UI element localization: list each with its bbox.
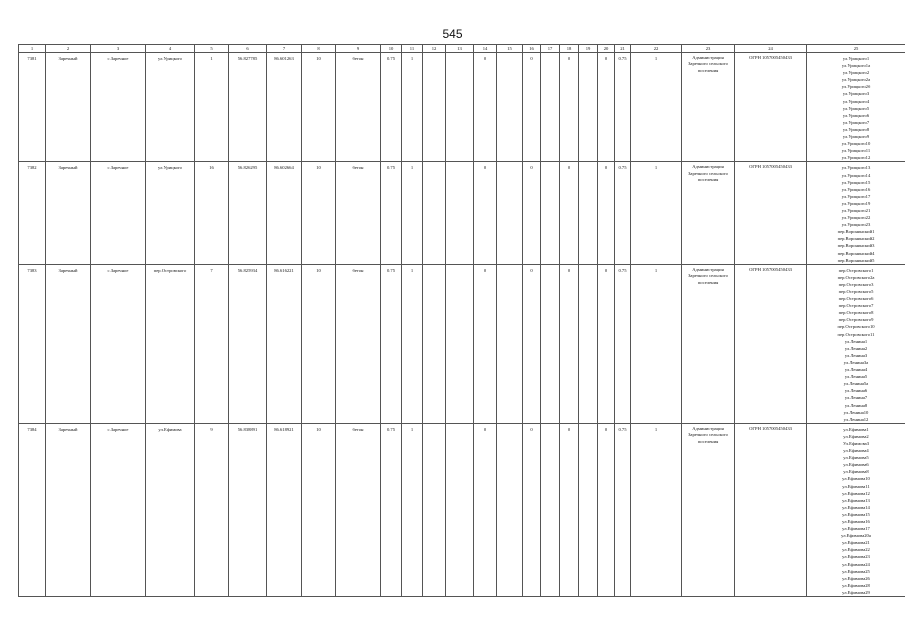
address-item: ул.Ефимова2 — [843, 433, 869, 439]
address-item: ул.Ефимова13 — [842, 497, 870, 503]
address-item: пер.Островского5 — [838, 289, 874, 294]
table-cell — [497, 53, 523, 162]
table-cell: 0.75 — [381, 264, 402, 423]
table-cell: Заречный — [46, 264, 91, 423]
table-cell: бетон — [336, 423, 381, 596]
table-cell: 0 — [598, 264, 615, 423]
table-cell: 0 — [598, 53, 615, 162]
address-item: ул.Ефимова4 — [843, 448, 869, 454]
table-cell — [423, 162, 446, 264]
table-cell: 1 — [402, 53, 423, 162]
column-number: 22 — [631, 45, 682, 53]
table-cell: с.Заречное — [91, 53, 146, 162]
address-item: ул.Урицкого23 — [841, 222, 871, 228]
table-cell: 0 — [560, 53, 579, 162]
address-item: ул.Урицкого1 — [842, 56, 870, 61]
table-cell: ОГРН 1057005450433 — [735, 162, 807, 264]
address-list-cell — [807, 264, 905, 423]
table-cell — [541, 162, 560, 264]
address-item: пер.Воронинский5 — [837, 257, 875, 263]
address-item: ул.Ленина2 — [844, 345, 868, 351]
address-item: ул.Урицкого17 — [841, 193, 871, 199]
address-item: пер.Воронинский4 — [837, 250, 875, 256]
address-item: ул.Урицкого2 — [842, 70, 870, 76]
table-cell: 0 — [474, 162, 497, 264]
address-item: ул.Урицкого13 — [841, 165, 871, 171]
column-number: 17 — [541, 45, 560, 53]
column-number: 12 — [423, 45, 446, 53]
column-number: 11 — [402, 45, 423, 53]
table-cell: Администрация Заречного сельского поселения — [682, 264, 735, 423]
table-cell: бетон — [336, 53, 381, 162]
table-cell — [579, 162, 598, 264]
table-cell: 1 — [631, 264, 682, 423]
table-cell: Администрация Заречного сельского поселения — [682, 423, 735, 596]
address-item: ул.Ленина5а — [843, 381, 869, 387]
address-item: ул.Урицкого16 — [841, 186, 871, 192]
table-cell: бетон — [336, 264, 381, 423]
table-cell: 0.75 — [615, 162, 631, 264]
address-item: пер.Воронинский1 — [837, 229, 875, 235]
address-item: ул.Ефимова23 — [842, 554, 870, 560]
address-item: ул.Ефимова24 — [842, 561, 870, 567]
address-item: пер.Островского6 — [838, 296, 874, 302]
table-cell: 0.75 — [381, 423, 402, 596]
column-number: 15 — [497, 45, 523, 53]
table-cell: ул.Урицкого — [146, 162, 195, 264]
table-cell: Администрация Заречного сельского поселения — [682, 53, 735, 162]
table-cell: 7384 — [19, 423, 46, 596]
address-item: ул.Ефимова22 — [842, 547, 870, 553]
column-number: 23 — [682, 45, 735, 53]
address-item: ул.Ефимова15 — [842, 511, 870, 517]
table-row — [19, 423, 905, 596]
column-number: 1 — [19, 45, 46, 53]
column-number: 21 — [615, 45, 631, 53]
table-cell — [579, 423, 598, 596]
table-cell: 0.75 — [615, 423, 631, 596]
address-item: ул.Урицкого22 — [841, 215, 871, 221]
table-cell: Заречный — [46, 53, 91, 162]
address-item: ул.Ефимова16 — [842, 519, 870, 524]
table-cell: 0.75 — [615, 264, 631, 423]
address-item: ул.Ленина4 — [844, 367, 868, 373]
address-item: ул.Урицкого10 — [841, 141, 871, 147]
address-item: Ул.Ефимова3 — [842, 440, 870, 446]
address-item: ул.Урицкого5 — [842, 105, 870, 111]
table-cell: 10 — [302, 264, 336, 423]
table-cell — [446, 53, 474, 162]
address-item: ул.Урицкого14 — [841, 172, 871, 178]
table-cell: 56.838891 — [229, 423, 267, 596]
table-cell — [497, 423, 523, 596]
table-row — [19, 53, 905, 162]
table-cell: ОГРН 1057005450433 — [735, 264, 807, 423]
table-cell: 7 — [195, 264, 229, 423]
table-cell: бетон — [336, 162, 381, 264]
table-cell: 0 — [523, 162, 541, 264]
table-cell: 0 — [560, 423, 579, 596]
address-item: ул.Урицкого1а — [841, 63, 871, 69]
address-item: ул.Ленина7 — [844, 395, 868, 401]
address-list-cell — [807, 162, 905, 264]
address-item: ул.Ленина6 — [844, 388, 868, 394]
table-cell: 0.75 — [615, 53, 631, 162]
table-cell: ОГРН 1057005450433 — [735, 53, 807, 162]
page-number: 545 — [442, 27, 463, 41]
table-cell: 9 — [195, 423, 229, 596]
column-number: 7 — [267, 45, 302, 53]
address-item: пер.Островского10 — [837, 324, 875, 330]
column-number: 18 — [560, 45, 579, 53]
table-cell: 0 — [523, 264, 541, 423]
address-item: ул.Ефимова10 — [842, 476, 870, 482]
table-cell: ОГРН 1057005450433 — [735, 423, 807, 596]
table-cell: 0 — [474, 53, 497, 162]
address-list-cell — [807, 423, 905, 596]
table-cell: 1 — [402, 423, 423, 596]
address-item: ул.Урицкого3 — [842, 91, 870, 97]
table-cell — [446, 162, 474, 264]
address-item: ул.Ефимова5 — [843, 455, 869, 461]
address-item: ул.Ленина12 — [843, 416, 869, 422]
address-item: ул.Ефимова29 — [842, 589, 870, 595]
table-cell: 0 — [523, 423, 541, 596]
address-item: ул.Ленина1 — [844, 338, 868, 344]
table-cell — [579, 264, 598, 423]
table-cell — [497, 264, 523, 423]
table-cell: пер.Островского — [146, 264, 195, 423]
table-cell: 86.616221 — [267, 264, 302, 423]
address-item: ул.Урицкого11 — [841, 148, 871, 154]
table-cell: 0 — [474, 264, 497, 423]
column-number: 6 — [229, 45, 267, 53]
table-cell: с.Заречное — [91, 264, 146, 423]
table-cell: ул.Ефимова — [146, 423, 195, 596]
address-item: ул.Ефимова6 — [843, 462, 869, 468]
table-cell — [423, 264, 446, 423]
table-cell: 0.75 — [381, 53, 402, 162]
address-item: ул.Ефимова12 — [842, 490, 870, 496]
address-item: ул.Ленина3 — [844, 352, 868, 358]
table-cell — [423, 423, 446, 596]
table-cell: 0 — [523, 53, 541, 162]
column-number: 19 — [579, 45, 598, 53]
table-cell: ул.Урицкого — [146, 53, 195, 162]
table-cell: 16 — [195, 162, 229, 264]
address-item: ул.Урицкого2б — [841, 84, 871, 90]
table-cell — [579, 53, 598, 162]
table-cell: 10 — [302, 162, 336, 264]
table-cell: 0.75 — [381, 162, 402, 264]
table-cell: 86.618921 — [267, 423, 302, 596]
address-list-cell — [807, 53, 905, 162]
column-number: 16 — [523, 45, 541, 53]
address-item: ул.Урицкого19 — [841, 200, 871, 206]
table-cell: 10 — [302, 423, 336, 596]
table-row — [19, 264, 905, 423]
address-item: пер.Островского3 — [838, 281, 874, 287]
address-item: ул.Ефимова11 — [842, 483, 870, 489]
address-item: ул.Ленина10 — [843, 409, 869, 415]
address-item: ул.Урицкого6 — [842, 112, 870, 118]
table-cell: 1 — [195, 53, 229, 162]
column-number: 20 — [598, 45, 615, 53]
address-item: ул.Ефимова20а — [841, 533, 871, 539]
column-number: 13 — [446, 45, 474, 53]
table-cell: 0 — [560, 264, 579, 423]
column-number: 5 — [195, 45, 229, 53]
address-item: ул.Ефимова8 — [843, 469, 869, 475]
address-item: пер.Островского7 — [838, 303, 874, 309]
table-cell: 56.827785 — [229, 53, 267, 162]
column-number: 24 — [735, 45, 807, 53]
table-cell: 56.826295 — [229, 162, 267, 264]
table-cell — [541, 264, 560, 423]
column-number: 25 — [807, 45, 905, 53]
table-cell — [541, 53, 560, 162]
table-cell — [541, 423, 560, 596]
table-cell: 7382 — [19, 162, 46, 264]
address-item: ул.Ленина5 — [844, 374, 868, 380]
address-item: ул.Урицкого7 — [842, 119, 870, 125]
column-number: 4 — [146, 45, 195, 53]
address-item: ул.Урицкого2а — [841, 77, 871, 83]
table-cell — [446, 264, 474, 423]
table-cell: 10 — [302, 53, 336, 162]
address-item: ул.Урицкого15 — [841, 179, 871, 185]
table-cell: 7383 — [19, 264, 46, 423]
address-item: ул.Ефимова25 — [842, 568, 870, 574]
address-item: ул.Урицкого8 — [842, 126, 870, 132]
table-cell — [497, 162, 523, 264]
table-cell: 1 — [402, 162, 423, 264]
address-item: пер.Воронинский3 — [837, 243, 875, 249]
address-item: ул.Ефимова17 — [842, 526, 870, 532]
table-cell: 7381 — [19, 53, 46, 162]
register-table — [18, 44, 905, 597]
address-item: ул.Урицкого4 — [842, 98, 870, 104]
table-cell: 1 — [402, 264, 423, 423]
column-number: 9 — [336, 45, 381, 53]
table-cell: 86.601263 — [267, 53, 302, 162]
table-cell: 1 — [631, 53, 682, 162]
address-item: ул.Ефимова21 — [842, 540, 870, 546]
table-cell: Заречный — [46, 162, 91, 264]
address-item: пер.Островского9 — [838, 317, 874, 323]
table-cell: с.Заречное — [91, 423, 146, 596]
address-item: пер.Островского2а — [837, 274, 875, 280]
column-number: 8 — [302, 45, 336, 53]
column-number-row — [19, 45, 905, 53]
address-item: ул.Ефимова1 — [843, 426, 869, 432]
column-number: 3 — [91, 45, 146, 53]
column-number: 14 — [474, 45, 497, 53]
address-item: ул.Урицкого9 — [842, 134, 870, 140]
table-cell: 0 — [598, 423, 615, 596]
table-cell: Администрация Заречного сельского поселения — [682, 162, 735, 264]
table-cell — [423, 53, 446, 162]
address-item: пер.Островского8 — [838, 310, 874, 316]
column-number: 2 — [46, 45, 91, 53]
address-item: ул.Ефимова14 — [842, 504, 870, 510]
table-cell — [446, 423, 474, 596]
address-item: ул.Урицкого21 — [841, 207, 871, 213]
table-row — [19, 162, 905, 264]
column-number: 10 — [381, 45, 402, 53]
address-item: ул.Ленина8 — [844, 402, 868, 408]
address-item: пер.Островского1 — [838, 267, 874, 273]
address-item: ул.Ефимова28 — [842, 582, 870, 588]
table-cell: 86.602664 — [267, 162, 302, 264]
address-item: пер.Островского11 — [837, 331, 875, 337]
address-item: ул.Ефимова26 — [842, 575, 870, 581]
table-cell: 0 — [598, 162, 615, 264]
table-cell: 0 — [560, 162, 579, 264]
address-item: пер.Воронинский2 — [837, 236, 875, 242]
address-item: ул.Ленина3а — [843, 359, 869, 365]
table-cell: 56.825934 — [229, 264, 267, 423]
table-cell: с.Заречное — [91, 162, 146, 264]
address-item: ул.Урицкого12 — [841, 155, 871, 161]
table-cell: 1 — [631, 162, 682, 264]
table-cell: Заречный — [46, 423, 91, 596]
table-cell: 0 — [474, 423, 497, 596]
table-cell: 1 — [631, 423, 682, 596]
